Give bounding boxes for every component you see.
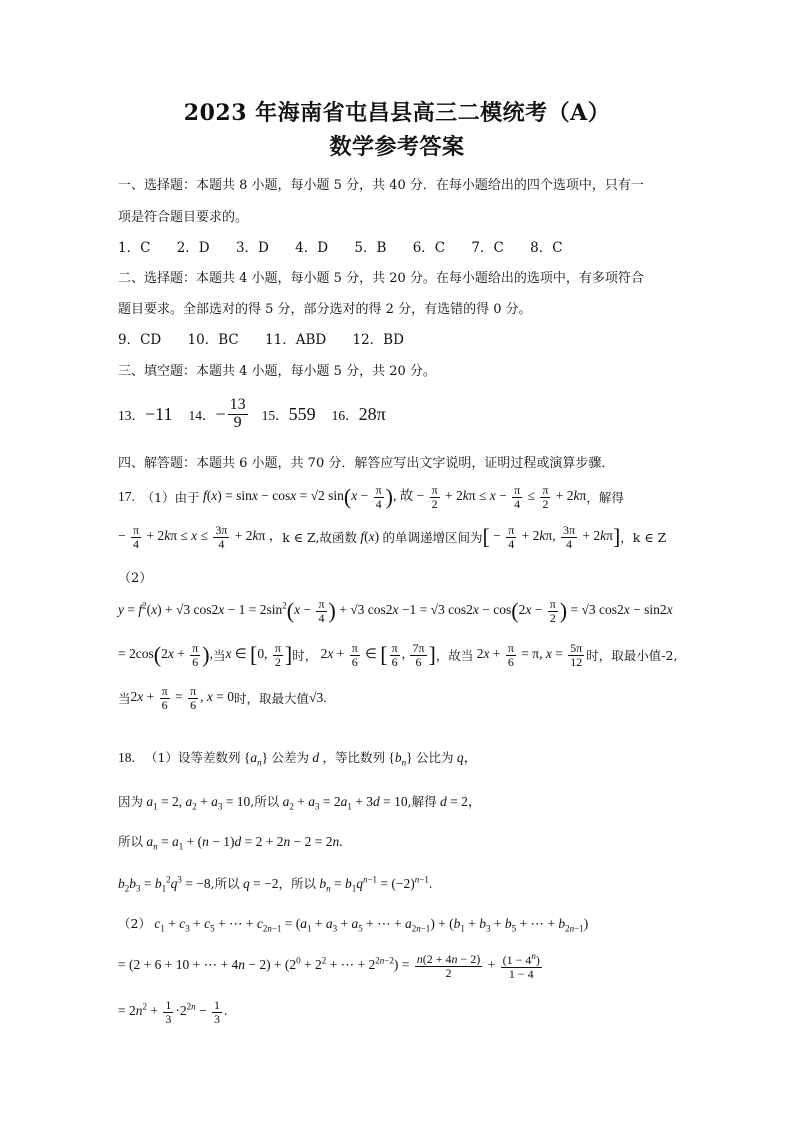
page-subtitle: 数学参考答案 (329, 134, 465, 160)
q17-part2-label: （2） (118, 571, 153, 586)
q17-f-of-x: f(x) (360, 529, 383, 544)
q17-line4 (118, 636, 677, 674)
q17-part1-label: （1）由于 (141, 490, 200, 505)
q18-line6 (118, 946, 544, 986)
q18-l2-text-a: 因为 (118, 794, 144, 809)
q17-interval-text: 的单调递增区间为 (382, 530, 483, 545)
q18-line3 (118, 832, 343, 852)
q17-jiede-text: ，解得 (586, 490, 624, 505)
q18-sum-expand: = (2 + 6 + 10 + ⋯ + $4n - 2) + (2^0 + 2^2$ + ⋯ + $2^{2n-2}$) = $\frac{n(2 + 4n - 2)}{2}$ + $\frac{(1 - 4^n)}{1 - 4}$ (118, 950, 540, 981)
q18-l1-text-b: 公差为 (271, 750, 309, 765)
answer-4: 4．D (295, 240, 329, 256)
q18-l4-text-c: ，所以 (278, 876, 316, 891)
q17-dang-text: 当 (212, 648, 226, 663)
q17-kz2-text: ，k ∈ Z (620, 530, 667, 545)
q17-shi-text: 时， (292, 648, 318, 663)
q18-eq1: $a_2 + a_3 = 2a_1 + 3d = 10$ (282, 794, 408, 812)
answer-6: 6．C (412, 240, 446, 256)
answer-14-numerator: 13 (229, 395, 246, 413)
answer-9: 9．CD (118, 332, 162, 348)
answer-5: 5．B (354, 240, 387, 256)
page-title: 2023 年海南省屯昌县高三二模统考（A） (183, 100, 611, 126)
section1-intro-line2: 项是符合题目要求的。 (118, 210, 249, 225)
q17-period: . (323, 690, 327, 705)
q17-kz-text: k ∈ Z,故函数 (282, 530, 357, 545)
answer-12: 12．BD (352, 332, 404, 348)
q18-bn-formula: $b_n = b_1q^{n-1} = (-2)^{n-1}$. (319, 874, 433, 894)
q18-d-value: d = 2 (439, 794, 468, 809)
q18-line7 (118, 994, 227, 1030)
q17-arg-range: 2x + $\frac{\pi}{6}$ ∈ [ $\frac{\pi}{6}$ , $\frac{7\pi}{6}$ ] (317, 640, 436, 669)
q17-line1 (118, 480, 624, 514)
answer-15-label: 15． (261, 408, 289, 423)
q17-formula-cos: = 2cos(2x + $\frac{\pi}{6}$ ), (118, 640, 213, 669)
section3-intro: 三、填空题：本题共 4 小题，每小题 5 分，共 20 分。 (118, 364, 436, 379)
answer-14-fraction (228, 397, 248, 432)
q17-formula-f: f(x) = sinx − cosx = √2 sin(x − $\frac{\pi}{4}$ ), 故 − $\frac{\pi}{2}$ + 2kπ ≤ x − $\frac{\pi}{4}$ ≤ $\frac{\pi}{2}$ + 2kπ (202, 482, 587, 511)
answer-2: 2．D (176, 240, 210, 256)
answer-10: 10．BC (187, 332, 239, 348)
answer-11: 11．ABD (265, 332, 327, 348)
q17-formula-y: $y = f^2(x) + √3$ $\cos 2x - 1 = 2\sin^2(x$ − $\frac{\pi}{4}$ ) + √3 cos2x −1 = √3 cos2x − cos(2x − $\frac{\pi}{2}$ ) = √3 cos2x − sin2x (118, 596, 673, 625)
q18-b-product: $b_2b_3 = b_1^2q^3 = -8$ (118, 874, 211, 894)
q17-max-cond: 2x + $\frac{\pi}{6}$ = $\frac{\pi}{6}$ , x = 0 (130, 683, 235, 712)
q17-interval: [ − $\frac{\pi}{4}$ + 2kπ, $\frac{3\pi}{4}$ + 2kπ] (482, 522, 621, 551)
answer-7: 7．C (471, 240, 504, 256)
q17-line2 (118, 520, 666, 554)
q18-sum-c: $c_1 + c_3 + c_5$ + ⋯ + $c_{2n-1} = (a_1 + a_3 + a_5$ + ⋯ + $a_{2n-1}) + (b_1 + b_3 + b_5$ + ⋯ + $b_{2n-1}$) (154, 916, 589, 934)
q17-inequality: − $\frac{\pi}{4}$ + 2kπ ≤ x ≤ $\frac{3\pi}{4}$ + 2kπ ， (118, 522, 283, 551)
q17-min-text: 时，取最小值-2, (586, 648, 678, 663)
q17-line5 (118, 680, 327, 716)
q17-min-cond: 2x + $\frac{\pi}{6}$ = π, x = $\frac{5\pi}{12}$ (473, 640, 583, 669)
q18-d: d (312, 750, 320, 765)
q17-max-text: 时，取最大值 (234, 691, 310, 706)
q18-line5 (118, 914, 588, 934)
section1-intro-line1: 一、选择题：本题共 8 小题，每小题 5 分，共 40 分．在每小题给出的四个选项中，只有一 (118, 178, 644, 193)
q18-l1-text-d: 公比为 (415, 750, 454, 765)
q18-l1-text-a: （1）设等差数列 (145, 750, 241, 765)
q18-l3-text-a: 所以 (118, 834, 144, 849)
section1-answers (118, 236, 585, 256)
q18-l4-text-b: ,所以 (210, 876, 240, 891)
q18-q: q (456, 750, 464, 765)
q18-line1: 18. （1）设等差数列 $\{a_n\}$ 公差为 d ，等比数列 $\{b_n\}$ 公比为 q， (118, 750, 478, 768)
section4-intro: 四、解答题：本题共 6 小题，共 70 分．解答应写出文字说明，证明过程或演算步骤． (118, 456, 615, 471)
answer-13-value: −11 (145, 403, 173, 424)
q18-sum-result: = $2n^2$ + $\frac{1}{3}$ $\cdot 2^{2n}$ − $\frac{1}{3}$ . (118, 997, 228, 1026)
q18-seq-a: $\{a_n\}$ (243, 750, 269, 768)
q17-line3 (118, 592, 673, 630)
q18-l1-text-c: ，等比数列 (322, 750, 385, 765)
q18-an-formula: $a_n = a_1 + (n - 1)d = 2 + 2n - 2 = 2n$. (146, 834, 343, 852)
q18-q-value: q = −2 (242, 876, 279, 891)
q18-l2-text-c: ,解得 (407, 794, 437, 809)
q17-x-range: x ∈ [0, $\frac{\pi}{2}$ ] (225, 640, 293, 669)
q18-seq-b: $\{b_n\}$ (388, 750, 413, 768)
answer-16-label: 16． (331, 408, 359, 423)
section3-answers (118, 392, 386, 436)
q17-label: 17. (118, 489, 135, 504)
answer-14-denominator: 9 (233, 413, 242, 431)
q18-l2-text-b: ,所以 (250, 794, 280, 809)
q18-part2-label: （2） (118, 916, 151, 931)
answer-15-value: 559 (288, 403, 316, 424)
answer-1: 1．C (118, 240, 151, 256)
answer-14-label: 14． (188, 408, 216, 423)
section2-answers (118, 328, 426, 348)
section2-intro-line2: 题目要求。全部选对的得 5 分，部分选对的得 2 分，有选错的得 0 分。 (118, 302, 532, 317)
answer-3: 3．D (235, 240, 269, 256)
q17-gudang-text: ，故当 (435, 648, 474, 663)
q18-line4 (118, 874, 432, 894)
q18-given: $a_1 = 2$, $a_2 + a_3 = 10$ (146, 794, 251, 812)
q18-label: 18. (118, 750, 135, 765)
q17-dang2-text: 当 (118, 691, 131, 706)
section2-intro-line1: 二、选择题：本题共 4 小题，每小题 5 分，共 20 分。在每小题给出的选项中，有多项符合 (118, 271, 644, 286)
answer-8: 8．C (530, 240, 563, 256)
q18-line2: 因为 $a_1 = 2$, $a_2 + a_3 = 10$,所以 $a_2 + a_3 = 2a_1 + 3d = 10$,解得 d = 2， (118, 794, 482, 812)
answer-13-label: 13． (118, 408, 145, 423)
q17-max-value: √3 (309, 690, 324, 705)
answer-14-sign: − (215, 403, 226, 424)
answer-16-value: 28π (358, 403, 386, 424)
